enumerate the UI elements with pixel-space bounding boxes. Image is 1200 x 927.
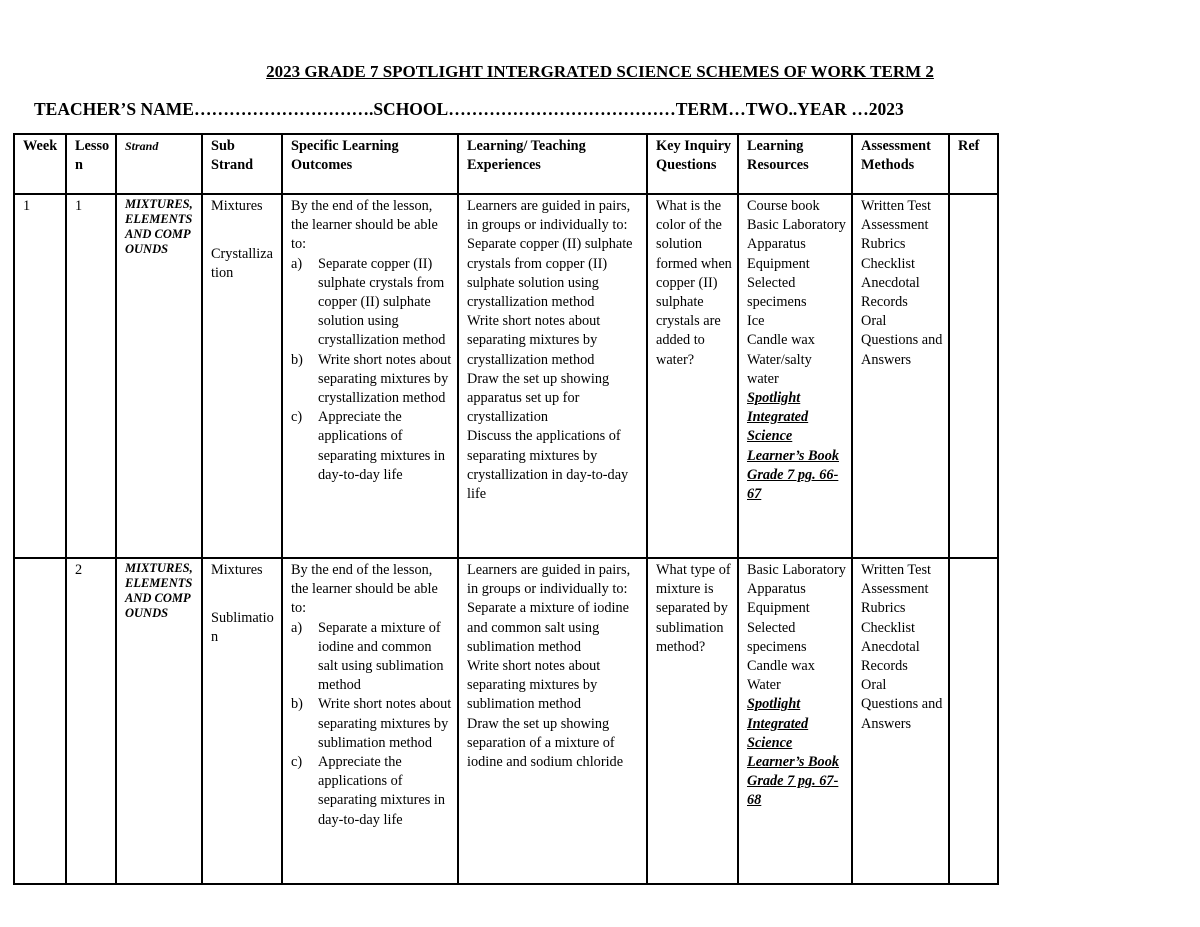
outcome-label: c) bbox=[291, 754, 303, 771]
lesson-cell: 2 bbox=[66, 558, 116, 884]
list-item bbox=[291, 695, 452, 753]
outcomes-list bbox=[291, 619, 452, 830]
header-sub-strand: Sub Strand bbox=[202, 134, 282, 194]
header-inquiry: Key Inquiry Questions bbox=[647, 134, 738, 194]
assessment-item: Written Test bbox=[861, 198, 932, 214]
header-strand bbox=[116, 134, 202, 194]
week-cell: 1 bbox=[14, 194, 66, 558]
ref-cell bbox=[949, 558, 998, 884]
outcome-label: b) bbox=[291, 696, 303, 713]
strand-cell bbox=[116, 558, 202, 884]
sub-strand-main: Mixtures bbox=[211, 198, 263, 214]
resource-item: Basic Laboratory Apparatus bbox=[747, 562, 846, 598]
outcome-text: Write short notes about separating mixtures by crystallization method bbox=[318, 351, 452, 407]
outcomes-cell bbox=[282, 558, 458, 884]
experience-line: Write short notes about separating mixtures by crystallization method bbox=[467, 313, 601, 368]
assessment-item: Assessment Rubrics bbox=[861, 581, 929, 617]
resources-cell bbox=[738, 558, 852, 884]
strand-text: MIXTURES, ELEMENTS AND COMPOUNDS bbox=[125, 197, 193, 256]
assessment-item: Checklist bbox=[861, 255, 916, 272]
experience-line: Write short notes about separating mixtures by sublimation method bbox=[467, 658, 601, 713]
outcomes-intro: By the end of the lesson, the learner should be able to: bbox=[291, 562, 438, 617]
week-cell bbox=[14, 558, 66, 884]
sub-strand-cell bbox=[202, 194, 282, 558]
schemes-of-work-table bbox=[13, 133, 999, 885]
resource-item: Course book bbox=[747, 198, 820, 214]
resource-item: Candle wax bbox=[747, 332, 815, 349]
outcome-label: c) bbox=[291, 409, 303, 426]
sub-strand-main: Mixtures bbox=[211, 562, 263, 578]
strand-cell bbox=[116, 194, 202, 558]
ref-cell bbox=[949, 194, 998, 558]
outcomes-intro: By the end of the lesson, the learner should be able to: bbox=[291, 198, 438, 253]
list-item bbox=[291, 351, 452, 409]
sub-strand-sub: Sublimation bbox=[211, 610, 274, 646]
assessment-item: Anecdotal Records bbox=[861, 638, 920, 675]
header-experiences: Learning/ Teaching Experiences bbox=[458, 134, 647, 194]
resources-cell bbox=[738, 194, 852, 558]
outcome-text: Separate copper (II) sulphate crystals from copper (II) sulphate solution using crystallization method bbox=[318, 255, 446, 349]
strand-text: MIXTURES, ELEMENTS AND COMPOUNDS bbox=[125, 561, 193, 620]
experiences-cell bbox=[458, 558, 647, 884]
header-assessment: Assessment Methods bbox=[852, 134, 949, 194]
list-item bbox=[291, 753, 452, 830]
resource-item: Candle wax bbox=[747, 658, 815, 675]
resource-item: Equipment bbox=[747, 255, 810, 272]
header-outcomes: Specific Learning Outcomes bbox=[282, 134, 458, 194]
assessment-item: Oral Questions and Answers bbox=[861, 677, 943, 732]
outcome-label: a) bbox=[291, 255, 303, 272]
outcome-label: a) bbox=[291, 619, 303, 636]
outcomes-list bbox=[291, 255, 452, 485]
experience-line: Discuss the applications of separating mixtures by crystallization in day-to-day life bbox=[467, 428, 629, 503]
list-item bbox=[291, 619, 452, 696]
lesson-cell: 1 bbox=[66, 194, 116, 558]
resource-item: Selected specimens bbox=[747, 619, 807, 655]
experience-line: Draw the set up showing separation of a mixture of iodine and sodium chloride bbox=[467, 715, 624, 771]
resource-item: Ice bbox=[747, 313, 765, 330]
sub-strand-cell bbox=[202, 558, 282, 884]
experiences-cell bbox=[458, 194, 647, 558]
outcome-text: Separate a mixture of iodine and common salt using sublimation method bbox=[318, 619, 444, 694]
book-reference: Spotlight Integrated Science Learner’s Book Grade 7 pg. 67-68 bbox=[747, 696, 840, 809]
experience-line: Separate a mixture of iodine and common salt using sublimation method bbox=[467, 600, 629, 655]
resource-item: Water/salty water bbox=[747, 351, 812, 387]
inquiry-cell: What type of mixture is separated by sublimation method? bbox=[647, 558, 738, 884]
outcome-text: Appreciate the applications of separating mixtures in day-to-day life bbox=[318, 754, 446, 828]
table-row bbox=[14, 194, 998, 558]
outcome-text: Appreciate the applications of separating mixtures in day-to-day life bbox=[318, 409, 446, 483]
assessment-item: Anecdotal Records bbox=[861, 274, 920, 311]
header-strand-label: Strand bbox=[125, 139, 159, 153]
list-item bbox=[291, 255, 452, 351]
experience-line: Separate copper (II) sulphate crystals from copper (II) sulphate solution using crystallization method bbox=[467, 236, 633, 311]
experience-line: Learners are guided in pairs, in groups or individually to: bbox=[467, 198, 631, 234]
assessment-item: Checklist bbox=[861, 619, 916, 636]
outcomes-cell bbox=[282, 194, 458, 558]
assessment-cell bbox=[852, 558, 949, 884]
assessment-cell bbox=[852, 194, 949, 558]
sub-strand-sub: Crystallization bbox=[211, 246, 273, 282]
experience-line: Draw the set up showing apparatus set up for crystallization bbox=[467, 370, 610, 426]
assessment-item: Oral Questions and Answers bbox=[861, 313, 943, 368]
resource-item: Equipment bbox=[747, 600, 810, 617]
header-lesson: Lesson bbox=[66, 134, 116, 194]
experience-line: Learners are guided in pairs, in groups or individually to: bbox=[467, 562, 631, 598]
outcome-text: Write short notes about separating mixtures by sublimation method bbox=[318, 696, 452, 751]
header-week: Week bbox=[14, 134, 66, 194]
teacher-school-term-line: TEACHER’S NAME………………………….SCHOOL…………………………………TERM…TWO..YEAR …2023 bbox=[34, 99, 904, 119]
resource-item: Selected specimens bbox=[747, 274, 807, 311]
book-reference: Spotlight Integrated Science Learner’s Book Grade 7 pg. 66-67 bbox=[747, 390, 840, 503]
document-title: 2023 GRADE 7 SPOTLIGHT INTERGRATED SCIENCE SCHEMES OF WORK TERM 2 bbox=[266, 62, 934, 81]
table-row bbox=[14, 558, 998, 884]
inquiry-cell: What is the color of the solution formed when copper (II) sulphate crystals are added to water? bbox=[647, 194, 738, 558]
assessment-item: Assessment Rubrics bbox=[861, 217, 929, 253]
resource-item: Water bbox=[747, 677, 781, 694]
assessment-item: Written Test bbox=[861, 562, 932, 578]
header-resources: Learning Resources bbox=[738, 134, 852, 194]
resource-item: Basic Laboratory Apparatus bbox=[747, 217, 846, 253]
list-item bbox=[291, 408, 452, 485]
header-row bbox=[14, 134, 998, 194]
outcome-label: b) bbox=[291, 351, 303, 368]
header-ref: Ref bbox=[949, 134, 998, 194]
